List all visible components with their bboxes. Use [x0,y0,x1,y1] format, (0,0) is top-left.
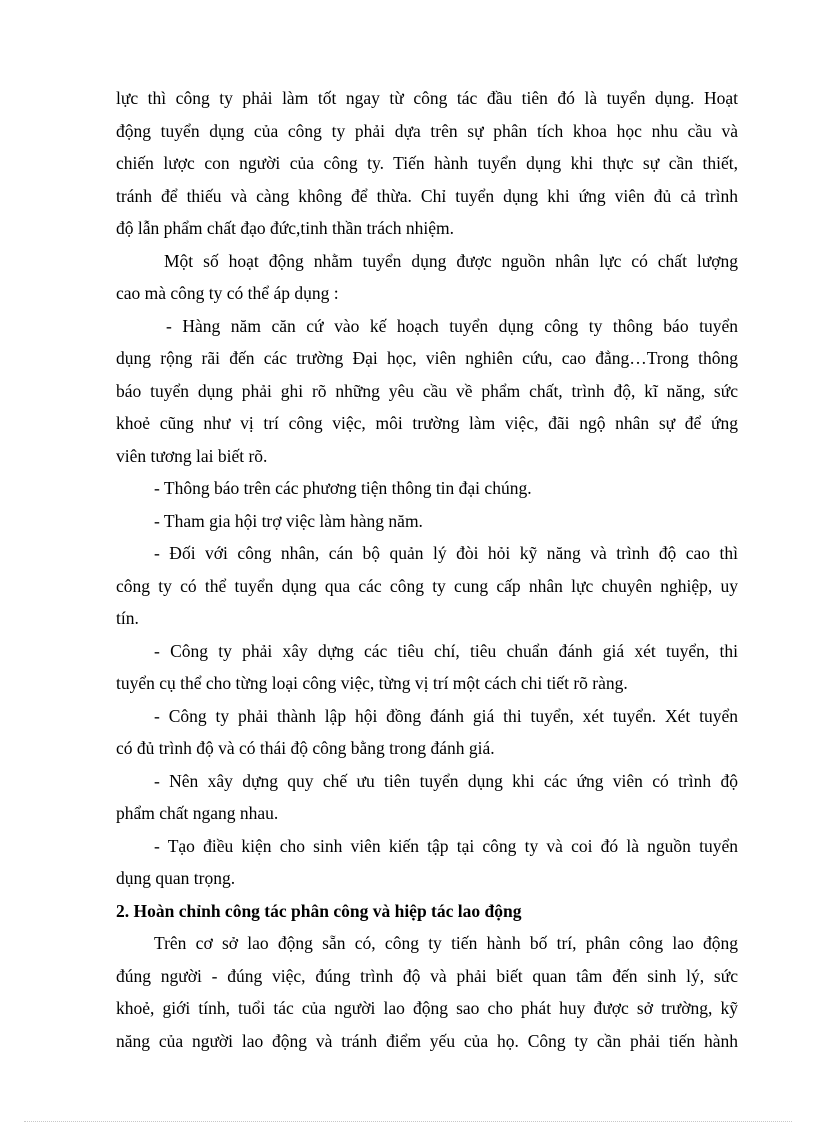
text-line: năng của người lao động và tránh điểm yếu của họ. Công ty cần phải tiến hành [116,1030,738,1051]
page-bottom-divider [24,1121,792,1122]
text-line: chiến lược con người của công ty. Tiến hành tuyển dụng khi thực sự cần thiết, [116,153,738,173]
text-line: báo tuyển dụng phải ghi rõ những yêu cầu về phẩm chất, trình độ, kĩ năng, sức [116,380,738,401]
text-line: tín. [116,608,139,628]
text-line: - Nên xây dựng quy chế ưu tiên tuyển dụng khi các ứng viên có trình độ [154,770,738,791]
text-line: công ty có thể tuyển dụng qua các công ty cung cấp nhân lực chuyên nghiệp, uy [116,575,738,596]
text-line: tránh để thiếu và càng không để thừa. Chỉ tuyển dụng khi ứng viên đủ cả trình [116,185,738,206]
document-page [116,82,738,1057]
text-line: Trên cơ sở lao động sẵn có, công ty tiến hành bố trí, phân công lao động [154,933,738,953]
text-line: viên tương lai biết rõ. [116,445,268,466]
text-line: - Công ty phải xây dựng các tiêu chí, tiêu chuẩn đánh giá xét tuyển, thi [154,640,738,661]
text-line: - Đối với công nhân, cán bộ quản lý đòi hỏi kỹ năng và trình độ cao thì [154,543,738,563]
text-line: khoẻ, giới tính, tuổi tác của người lao động sao cho phát huy được sở trường, kỹ [116,998,738,1018]
section-heading: 2. Hoàn chỉnh công tác phân công và hiệp tác lao động [116,900,522,921]
text-line: phẩm chất ngang nhau. [116,803,279,823]
text-line: lực thì công ty phải làm tốt ngay từ công tác đầu tiên đó là tuyển dụng. Hoạt [116,88,738,108]
text-line: cao mà công ty có thể áp dụng : [116,283,339,303]
text-line: tuyển cụ thể cho từng loại công việc, từng vị trí một cách chi tiết rõ ràng. [116,673,628,693]
text-line: - Công ty phải thành lập hội đồng đánh giá thi tuyển, xét tuyển. Xét tuyển [154,705,738,726]
text-line: đúng người - đúng việc, đúng trình độ và phải biết quan tâm đến sinh lý, sức [116,965,738,986]
text-line: - Thông báo trên các phương tiện thông tin đại chúng. [154,478,532,498]
text-line: có đủ trình độ và có thái độ công bằng trong đánh giá. [116,738,495,758]
text-line: - Tạo điều kiện cho sinh viên kiến tập tại công ty và coi đó là nguồn tuyển [154,835,738,856]
text-line: - Tham gia hội trợ việc làm hàng năm. [154,510,423,531]
text-line: động tuyển dụng của công ty phải dựa trên sự phân tích khoa học nhu cầu và [116,120,738,141]
text-line: - Hàng năm căn cứ vào kế hoạch tuyển dụng công ty thông báo tuyển [166,315,738,336]
text-line: dụng quan trọng. [116,868,236,888]
text-line: khoẻ cũng như vị trí công việc, môi trường làm việc, đãi ngộ nhân sự để ứng [116,413,738,433]
text-line: dụng rộng rãi đến các trường Đại học, viên nghiên cứu, cao đẳng…Trong thông [116,348,738,368]
text-line: Một số hoạt động nhằm tuyển dụng được nguồn nhân lực có chất lượng [164,250,738,271]
text-line: độ lẫn phẩm chất đạo đức,tinh thần trách nhiệm. [116,218,454,238]
